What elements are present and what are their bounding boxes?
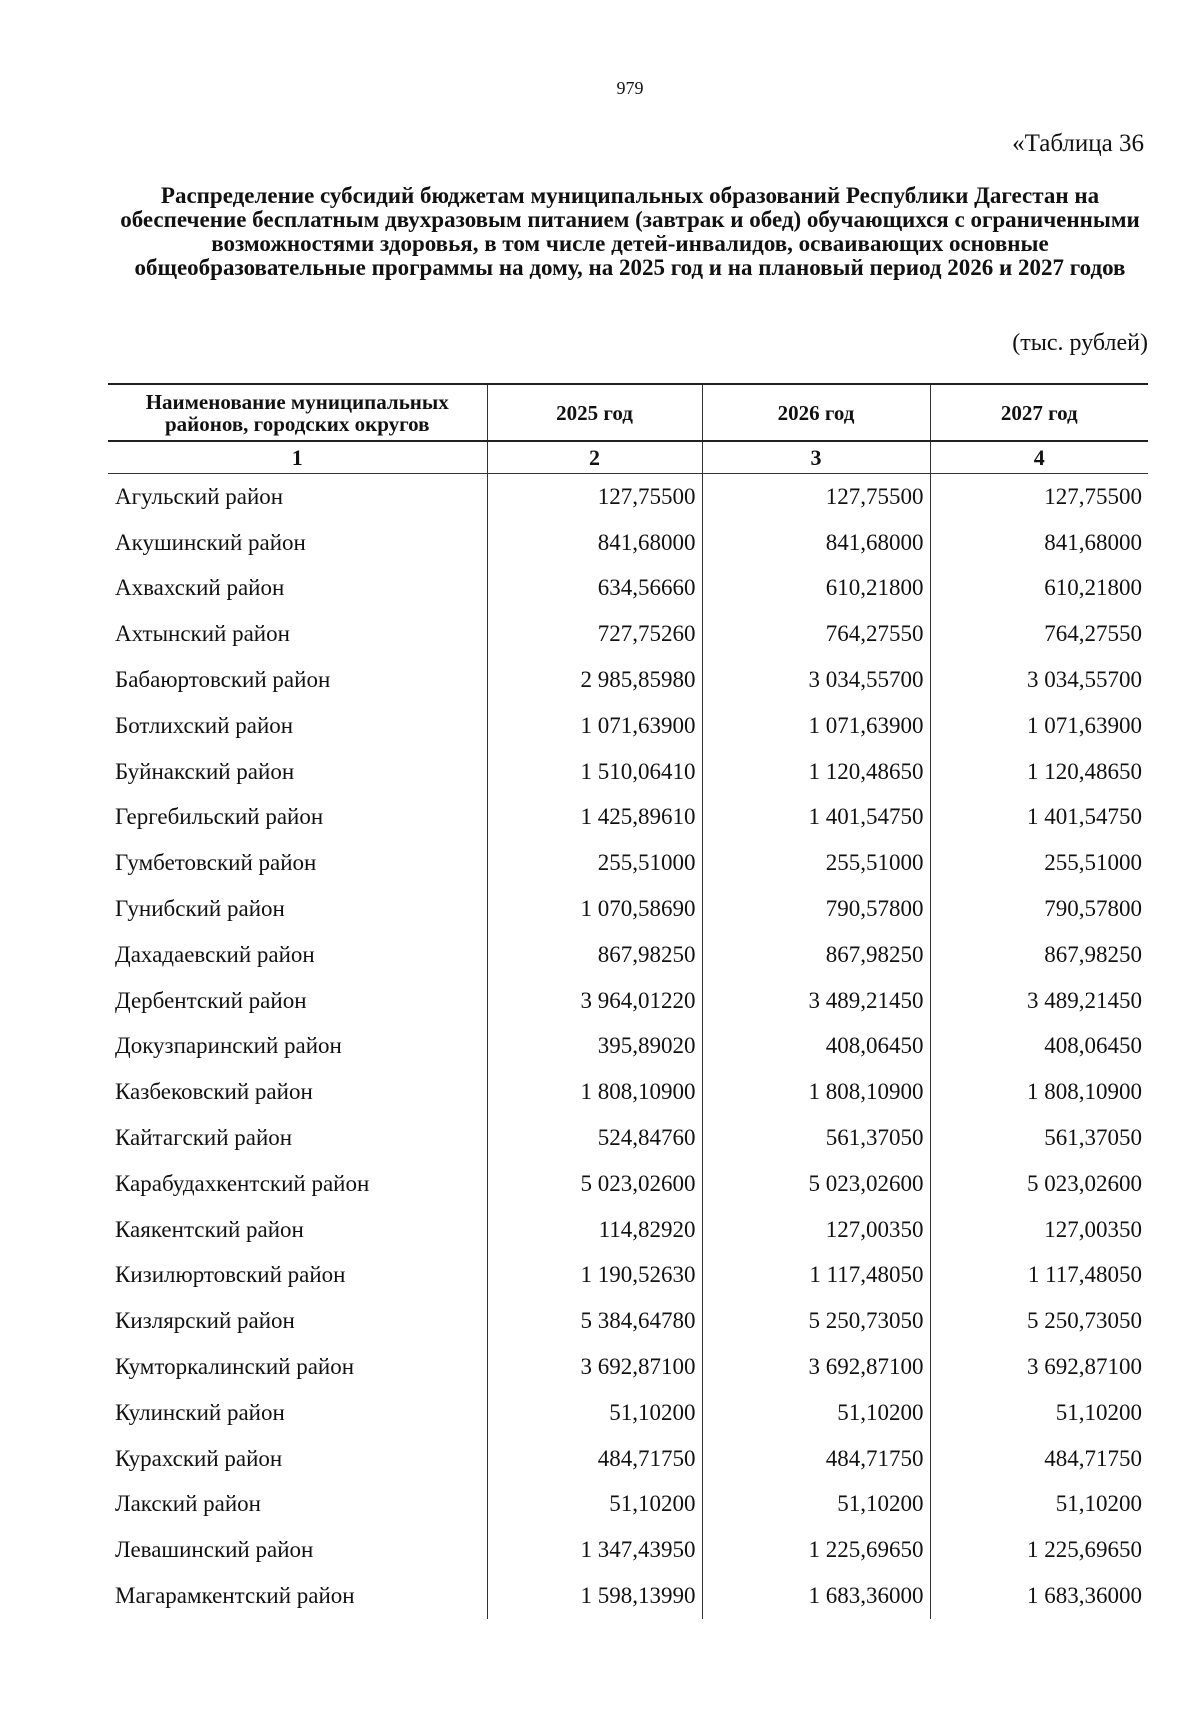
municipality-name: Агульский район <box>115 483 284 509</box>
table-row <box>108 703 1148 749</box>
value-2025: 867,98250 <box>487 932 702 978</box>
header-2026: 2026 год <box>702 384 930 441</box>
value-2027: 3 489,21450 <box>930 978 1148 1024</box>
value-2026: 1 683,36000 <box>702 1573 930 1619</box>
value-2025: 5 384,64780 <box>487 1298 702 1344</box>
value-2027: 51,10200 <box>930 1390 1148 1436</box>
value-2027: 5 250,73050 <box>930 1298 1148 1344</box>
value-2025: 2 985,85980 <box>487 657 702 703</box>
value-2025: 3 692,87100 <box>487 1344 702 1390</box>
value-2025: 114,82920 <box>487 1207 702 1253</box>
table-row <box>108 1436 1148 1482</box>
table-row <box>108 1069 1148 1115</box>
table-body <box>108 474 1148 1619</box>
value-2027: 1 401,54750 <box>930 795 1148 841</box>
value-2026: 610,21800 <box>702 566 930 612</box>
municipality-name: Каякентский район <box>115 1216 304 1242</box>
table-row <box>108 795 1148 841</box>
value-2027: 867,98250 <box>930 932 1148 978</box>
column-number: 2 <box>487 441 702 474</box>
value-2027: 1 117,48050 <box>930 1253 1148 1299</box>
column-number: 3 <box>702 441 930 474</box>
table-row <box>108 749 1148 795</box>
header-2027: 2027 год <box>930 384 1148 441</box>
value-2025: 524,84760 <box>487 1115 702 1161</box>
value-2026: 1 071,63900 <box>702 703 930 749</box>
value-2026: 3 034,55700 <box>702 657 930 703</box>
value-2025: 1 510,06410 <box>487 749 702 795</box>
value-2025: 127,75500 <box>487 474 702 520</box>
value-2027: 1 683,36000 <box>930 1573 1148 1619</box>
municipality-name: Докузпаринский район <box>115 1033 342 1059</box>
value-2025: 1 598,13990 <box>487 1573 702 1619</box>
document-title: Распределение субсидий бюджетам муниципальных образований Республики Дагестан на обеспечение бесплатным двухразовым питанием (завтрак и обед) обучающихся с ограниченными возможностями здоровья, в том числе детей-инвалидов, осваивающих основные общеобразовательные программы на дому, на 2025 год и на плановый период 2026 и 2027 годов <box>120 183 1140 280</box>
value-2026: 5 250,73050 <box>702 1298 930 1344</box>
table-row <box>108 886 1148 932</box>
value-2027: 5 023,02600 <box>930 1161 1148 1207</box>
municipality-name: Магарамкентский район <box>115 1583 355 1609</box>
value-2026: 1 225,69650 <box>702 1527 930 1573</box>
table-row <box>108 566 1148 612</box>
value-2025: 1 347,43950 <box>487 1527 702 1573</box>
value-2026: 1 808,10900 <box>702 1069 930 1115</box>
table-row <box>108 1253 1148 1299</box>
municipality-name: Гергебильский район <box>115 804 324 830</box>
table-row <box>108 1573 1148 1619</box>
table-row <box>108 978 1148 1024</box>
value-2026: 1 401,54750 <box>702 795 930 841</box>
column-number: 1 <box>108 441 487 474</box>
value-2025: 1 808,10900 <box>487 1069 702 1115</box>
value-2025: 51,10200 <box>487 1482 702 1528</box>
column-number: 4 <box>930 441 1148 474</box>
value-2027: 3 692,87100 <box>930 1344 1148 1390</box>
value-2025: 727,75260 <box>487 611 702 657</box>
table-row <box>108 1527 1148 1573</box>
table-row <box>108 611 1148 657</box>
municipality-name: Кайтагский район <box>115 1125 293 1151</box>
value-2025: 1 425,89610 <box>487 795 702 841</box>
value-2025: 3 964,01220 <box>487 978 702 1024</box>
header-2025: 2025 год <box>487 384 702 441</box>
value-2025: 1 070,58690 <box>487 886 702 932</box>
column-number-row <box>108 441 1148 474</box>
value-2026: 3 489,21450 <box>702 978 930 1024</box>
value-2027: 1 071,63900 <box>930 703 1148 749</box>
value-2025: 841,68000 <box>487 520 702 566</box>
value-2027: 1 808,10900 <box>930 1069 1148 1115</box>
table-row <box>108 1344 1148 1390</box>
value-2025: 634,56660 <box>487 566 702 612</box>
value-2026: 1 117,48050 <box>702 1253 930 1299</box>
header-municipality: Наименование муниципальных районов, городских округов <box>108 384 487 441</box>
value-2027: 764,27550 <box>930 611 1148 657</box>
value-2026: 790,57800 <box>702 886 930 932</box>
table-row <box>108 1115 1148 1161</box>
subsidy-table <box>108 383 1148 1619</box>
value-2026: 841,68000 <box>702 520 930 566</box>
value-2026: 5 023,02600 <box>702 1161 930 1207</box>
value-2027: 127,00350 <box>930 1207 1148 1253</box>
value-2027: 790,57800 <box>930 886 1148 932</box>
table-row <box>108 840 1148 886</box>
table-row <box>108 657 1148 703</box>
value-2027: 561,37050 <box>930 1115 1148 1161</box>
value-2026: 51,10200 <box>702 1482 930 1528</box>
value-2025: 1 071,63900 <box>487 703 702 749</box>
municipality-name: Курахский район <box>115 1445 283 1471</box>
table-label: «Таблица 36 <box>1012 130 1144 157</box>
value-2026: 255,51000 <box>702 840 930 886</box>
value-2026: 3 692,87100 <box>702 1344 930 1390</box>
municipality-name: Дербентский район <box>115 987 307 1013</box>
value-2027: 255,51000 <box>930 840 1148 886</box>
value-2025: 255,51000 <box>487 840 702 886</box>
municipality-name: Ботлихский район <box>115 712 294 738</box>
value-2025: 484,71750 <box>487 1436 702 1482</box>
municipality-name: Бабаюртовский район <box>115 667 331 693</box>
table-row <box>108 1161 1148 1207</box>
value-2027: 3 034,55700 <box>930 657 1148 703</box>
units-label: (тыс. рублей) <box>1012 330 1148 356</box>
municipality-name: Акушинский район <box>115 529 306 555</box>
value-2026: 561,37050 <box>702 1115 930 1161</box>
table-row <box>108 932 1148 978</box>
value-2027: 1 120,48650 <box>930 749 1148 795</box>
header-row <box>108 384 1148 441</box>
municipality-name: Буйнакский район <box>115 758 295 784</box>
table-row <box>108 474 1148 520</box>
municipality-name: Дахадаевский район <box>115 941 315 967</box>
municipality-name: Ахтынский район <box>115 621 290 647</box>
value-2026: 408,06450 <box>702 1024 930 1070</box>
value-2025: 5 023,02600 <box>487 1161 702 1207</box>
page-number: 979 <box>616 78 644 98</box>
value-2026: 51,10200 <box>702 1390 930 1436</box>
value-2027: 484,71750 <box>930 1436 1148 1482</box>
value-2027: 610,21800 <box>930 566 1148 612</box>
value-2026: 1 120,48650 <box>702 749 930 795</box>
municipality-name: Казбековский район <box>115 1079 313 1105</box>
municipality-name: Гумбетовский район <box>115 850 317 876</box>
value-2025: 51,10200 <box>487 1390 702 1436</box>
municipality-name: Кулинский район <box>115 1399 285 1425</box>
value-2027: 841,68000 <box>930 520 1148 566</box>
municipality-name: Кумторкалинский район <box>115 1354 355 1380</box>
value-2027: 1 225,69650 <box>930 1527 1148 1573</box>
value-2025: 1 190,52630 <box>487 1253 702 1299</box>
value-2027: 127,75500 <box>930 474 1148 520</box>
municipality-name: Гунибский район <box>115 896 285 922</box>
municipality-name: Кизилюртовский район <box>115 1262 346 1288</box>
table-row <box>108 1482 1148 1528</box>
table-row <box>108 1390 1148 1436</box>
value-2027: 408,06450 <box>930 1024 1148 1070</box>
municipality-name: Карабудахкентский район <box>115 1170 370 1196</box>
value-2027: 51,10200 <box>930 1482 1148 1528</box>
municipality-name: Лакский район <box>115 1491 261 1517</box>
value-2026: 127,00350 <box>702 1207 930 1253</box>
value-2026: 764,27550 <box>702 611 930 657</box>
value-2026: 127,75500 <box>702 474 930 520</box>
municipality-name: Кизлярский район <box>115 1308 295 1334</box>
table-row <box>108 1207 1148 1253</box>
municipality-name: Ахвахский район <box>115 575 285 601</box>
table-row <box>108 1024 1148 1070</box>
value-2026: 867,98250 <box>702 932 930 978</box>
municipality-name: Левашинский район <box>115 1537 314 1563</box>
table-row <box>108 1298 1148 1344</box>
value-2026: 484,71750 <box>702 1436 930 1482</box>
table-row <box>108 520 1148 566</box>
value-2025: 395,89020 <box>487 1024 702 1070</box>
